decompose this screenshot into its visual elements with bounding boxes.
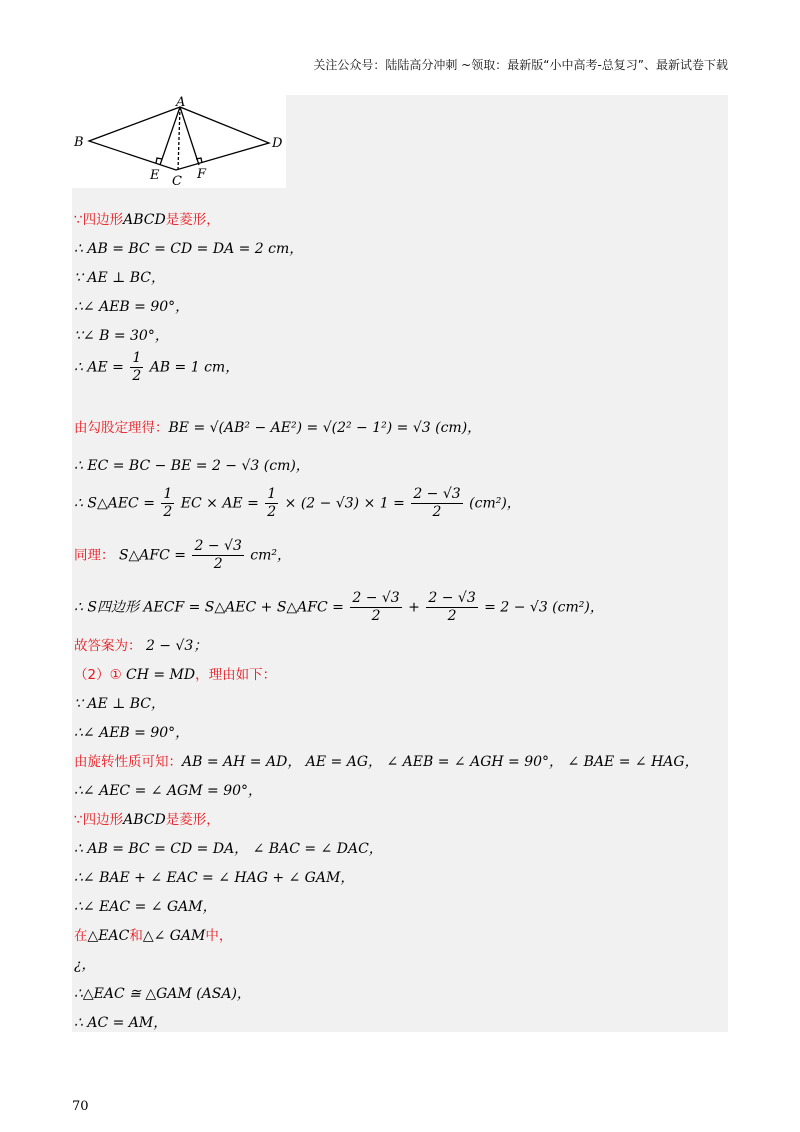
- line-21: ∴∠ EAC = ∠ GAM，: [74, 899, 217, 915]
- line-1: ∵四边形ABCD是菱形，: [74, 212, 220, 228]
- segment-af: [180, 107, 199, 165]
- page-header: 关注公众号：陆陆高分冲刺 ~领取：最新版“小中高考-总复习”、最新试卷下载: [313, 58, 728, 72]
- line-18: ∵四边形ABCD是菱形，: [74, 812, 220, 828]
- line-25: ∴ AC = AM，: [74, 1015, 168, 1031]
- label-a: A: [176, 95, 186, 110]
- line-14: ∵ AE ⊥ BC，: [74, 696, 166, 712]
- line-5: ∵∠ B = 30°，: [74, 328, 169, 344]
- label-e: E: [150, 168, 160, 183]
- line-11: ∴ S四边形 AECF = S△AEC + S△AFC = $\frac{2 - √3}{2}$ + $\frac{2 - √3}{2}$ = 2 − √3 (cm²)，: [74, 590, 604, 624]
- line-7: 由勾股定理得：BE = √(AB² − AE²) = √(2² − 1²) = √3 (cm)，: [74, 420, 482, 436]
- line-2: ∴ AB = BC = CD = DA = 2 cm，: [74, 241, 304, 257]
- label-c: C: [172, 174, 182, 188]
- line-22: 在△EAC和△∠ GAM中，: [74, 928, 233, 944]
- line-15: ∴∠ AEB = 90°，: [74, 725, 190, 741]
- line-10: 同理： S△AFC = $\frac{2 - √3}{2}$ cm²，: [74, 538, 292, 572]
- page-number: 70: [72, 1099, 89, 1114]
- line-13: （2）① CH = MD，理由如下：: [74, 667, 277, 683]
- line-8: ∴ EC = BC − BE = 2 − √3 (cm)，: [74, 458, 310, 474]
- line-17: ∴∠ AEC = ∠ AGM = 90°，: [74, 783, 263, 799]
- line-4: ∴∠ AEB = 90°，: [74, 299, 190, 315]
- line-3: ∵ AE ⊥ BC，: [74, 270, 166, 286]
- line-9: ∴ S△AEC = $\frac{1}{2}$ EC × AE = $\frac{1}{2}$ × (2 − √3) × 1 = $\frac{2 - √3}{2}$ (cm²)，: [74, 486, 521, 520]
- line-23: ¿，: [74, 957, 96, 973]
- line-16: 由旋转性质可知：AB = AH = AD， AE = AG， ∠ AEB = ∠ AGH = 90°， ∠ BAE = ∠ HAG，: [74, 754, 699, 770]
- label-f: F: [197, 167, 207, 182]
- segment-ac: [178, 107, 180, 170]
- line-20: ∴∠ BAE + ∠ EAC = ∠ HAG + ∠ GAM，: [74, 870, 355, 886]
- rhombus-figure: [72, 95, 286, 188]
- line-19: ∴ AB = BC = CD = DA， ∠ BAC = ∠ DAC，: [74, 841, 383, 857]
- line-24: ∴△EAC ≅ △GAM (ASA)，: [74, 986, 251, 1002]
- label-b: B: [74, 135, 84, 150]
- line-12: 故答案为： 2 − √3；: [74, 638, 208, 654]
- segment-ae: [160, 107, 180, 165]
- label-d: D: [272, 136, 283, 151]
- line-6: ∴ AE = $\frac{1}{2}$ AB = 1 cm，: [74, 350, 240, 384]
